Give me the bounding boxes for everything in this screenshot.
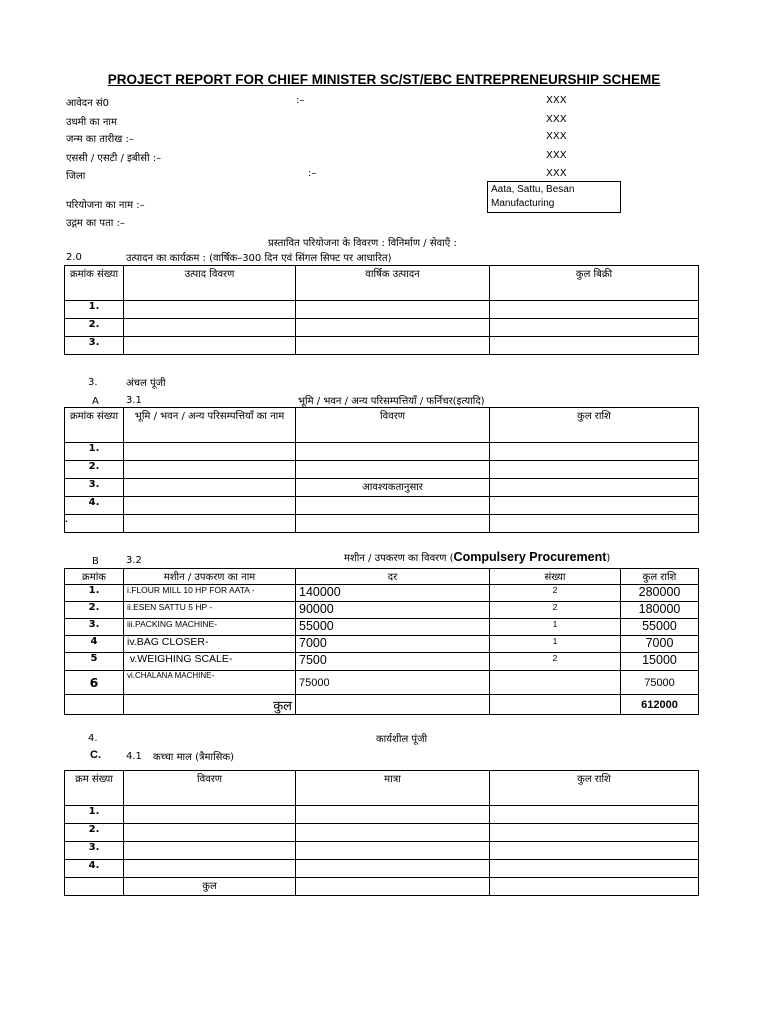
project-name-box: Aata, Sattu, Besan Manufacturing (487, 181, 621, 213)
row-serial: 4. (65, 860, 124, 878)
table-row (65, 842, 699, 860)
table-row (65, 860, 699, 878)
table-row (65, 497, 699, 515)
section-4-number: 4. (88, 733, 98, 744)
row-machine-name: v.WEIGHING SCALE- (124, 653, 296, 671)
district-separator: :– (308, 168, 317, 179)
total-label: कुल (124, 695, 296, 715)
table-row (65, 337, 699, 355)
entrepreneur-value: XXX (546, 114, 567, 125)
row-rate: 140000 (296, 585, 490, 602)
industry-address-label: उद्गम का पता :– (66, 218, 125, 229)
row-machine-name: vi.CHALANA MACHINE- (124, 671, 296, 695)
row-total: 280000 (621, 585, 699, 602)
table-header-row (65, 408, 699, 443)
row-serial: 1. (65, 806, 124, 824)
table-row (65, 585, 699, 602)
table-row (65, 515, 699, 533)
section-2-heading: उत्पादन का कार्यक्रम : (वार्षिक–300 दिन एवं सिंगल सिफ्ट पर आधारित) (126, 253, 392, 264)
row-serial: . (65, 515, 124, 533)
machinery-table (64, 568, 699, 715)
application-no-value: XXX (546, 95, 567, 106)
table-row (65, 619, 699, 636)
table-row (65, 443, 699, 461)
header-quantity: संख्या (490, 569, 621, 585)
entrepreneur-label: उधमी का नाम (66, 117, 117, 128)
table-header-row (65, 266, 699, 301)
section-3-2-heading-close: ) (606, 553, 611, 564)
section-4c-letter: C. (90, 749, 101, 761)
total-row (65, 878, 699, 896)
header-rate: दर (296, 569, 490, 585)
section-3-2-number: 3.2 (126, 555, 142, 566)
section-3-number: 3. (88, 377, 98, 388)
table-row (65, 671, 699, 695)
district-label: जिला (66, 171, 86, 182)
section-3b-letter: B (92, 556, 99, 567)
row-serial: 2. (65, 602, 124, 619)
dob-value: XXX (546, 131, 567, 142)
table-row (65, 461, 699, 479)
row-serial: 5 (65, 653, 124, 671)
header-machine-name: मशीन / उपकरण का नाम (124, 569, 296, 585)
row-quantity: 2 (490, 585, 621, 602)
table-row (65, 602, 699, 619)
table-row (65, 479, 699, 497)
section-3-2-heading (344, 550, 610, 564)
section-4-1-number: 4.1 (126, 751, 142, 762)
row-quantity: 2 (490, 653, 621, 671)
page-title: PROJECT REPORT FOR CHIEF MINISTER SC/ST/EBC ENTREPRENEURSHIP SCHEME (107, 72, 661, 87)
row-rate: 55000 (296, 619, 490, 636)
row-serial: 2. (65, 319, 124, 337)
row-total: 55000 (621, 619, 699, 636)
as-required-text: आवश्यकतानुसार (296, 479, 490, 497)
section-4-1-heading: कच्चा माल (त्रैमासिक) (153, 752, 235, 763)
row-serial: 4. (65, 497, 124, 515)
header-serial: क्रमांक संख्या (65, 408, 124, 443)
row-serial: 1. (65, 301, 124, 319)
section-2-number: 2.0 (66, 252, 82, 263)
row-quantity (490, 671, 621, 695)
row-serial: 2. (65, 461, 124, 479)
row-machine-name: iv.BAG CLOSER- (124, 636, 296, 653)
table-row (65, 806, 699, 824)
header-serial: क्रम संख्या (65, 771, 124, 806)
section-3-2-heading-hindi: मशीन / उपकरण का विवरण ( (344, 553, 454, 564)
row-machine-name: iii.PACKING MACHINE- (124, 619, 296, 636)
row-machine-name: i.FLOUR MILL 10 HP FOR AATA - (124, 585, 296, 602)
total-label: कुल (124, 878, 296, 896)
dob-label: जन्म का तारीख :– (66, 134, 134, 145)
category-value: XXX (546, 150, 567, 161)
header-total-amount: कुल राशि (490, 771, 699, 806)
proposed-heading: प्रस्तावित परियोजना के विवरण : विनिर्माण / सेवाएँ : (268, 238, 457, 249)
row-serial: 3. (65, 842, 124, 860)
table-row (65, 319, 699, 337)
row-rate: 75000 (296, 671, 490, 695)
header-product: उत्पाद विवरण (124, 266, 296, 301)
header-total-sales: कुल बिक्री (490, 266, 699, 301)
row-serial: 4 (65, 636, 124, 653)
row-serial: 6 (65, 671, 124, 695)
section-3-heading: अंचल पूंजी (126, 378, 166, 389)
row-rate: 7000 (296, 636, 490, 653)
header-serial: क्रमांक संख्या (65, 266, 124, 301)
header-asset-name: भूमि / भवन / अन्य परिसम्पत्तियाँ का नाम (124, 408, 296, 443)
district-value: XXX (546, 168, 567, 179)
category-label: एससी / एसटी / इबीसी :– (66, 153, 162, 164)
row-rate: 90000 (296, 602, 490, 619)
section-3-1-number: 3.1 (126, 395, 142, 406)
project-name-label: परियोजना का नाम :– (66, 200, 145, 211)
row-total: 180000 (621, 602, 699, 619)
total-row (65, 695, 699, 715)
header-description: विवरण (124, 771, 296, 806)
header-total-amount: कुल राशि (621, 569, 699, 585)
table-row (65, 824, 699, 842)
section-3a-letter: A (92, 396, 99, 407)
row-quantity: 1 (490, 636, 621, 653)
row-serial: 2. (65, 824, 124, 842)
header-quantity: मात्रा (296, 771, 490, 806)
header-serial: क्रमांक (65, 569, 124, 585)
row-total: 15000 (621, 653, 699, 671)
row-machine-name: ii.ESEN SATTU 5 HP - (124, 602, 296, 619)
row-rate: 7500 (296, 653, 490, 671)
table-header-row (65, 569, 699, 585)
table-row (65, 301, 699, 319)
application-no-separator: :– (296, 95, 305, 106)
header-total-amount: कुल राशि (490, 408, 699, 443)
row-serial: 3. (65, 337, 124, 355)
table-header-row (65, 771, 699, 806)
fixed-assets-table (64, 407, 699, 533)
row-serial: 3. (65, 479, 124, 497)
table-row (65, 653, 699, 671)
section-3-1-heading: भूमि / भवन / अन्य परिसम्पत्तियाँ / फर्निचर(इत्यादि) (298, 396, 485, 407)
application-no-label: आवेदन सं0 (66, 98, 109, 109)
row-serial: 1. (65, 585, 124, 602)
section-4-heading: कार्यशील पूंजी (376, 734, 428, 745)
header-annual-production: वार्षिक उत्पादन (296, 266, 490, 301)
header-description: विवरण (296, 408, 490, 443)
grand-total: 612000 (621, 695, 699, 715)
table-row (65, 636, 699, 653)
row-total: 75000 (621, 671, 699, 695)
row-quantity: 2 (490, 602, 621, 619)
row-serial: 3. (65, 619, 124, 636)
production-table (64, 265, 699, 355)
raw-material-table (64, 770, 699, 896)
section-3-2-heading-english: Compulsery Procurement (453, 550, 607, 564)
row-total: 7000 (621, 636, 699, 653)
row-quantity: 1 (490, 619, 621, 636)
row-serial: 1. (65, 443, 124, 461)
